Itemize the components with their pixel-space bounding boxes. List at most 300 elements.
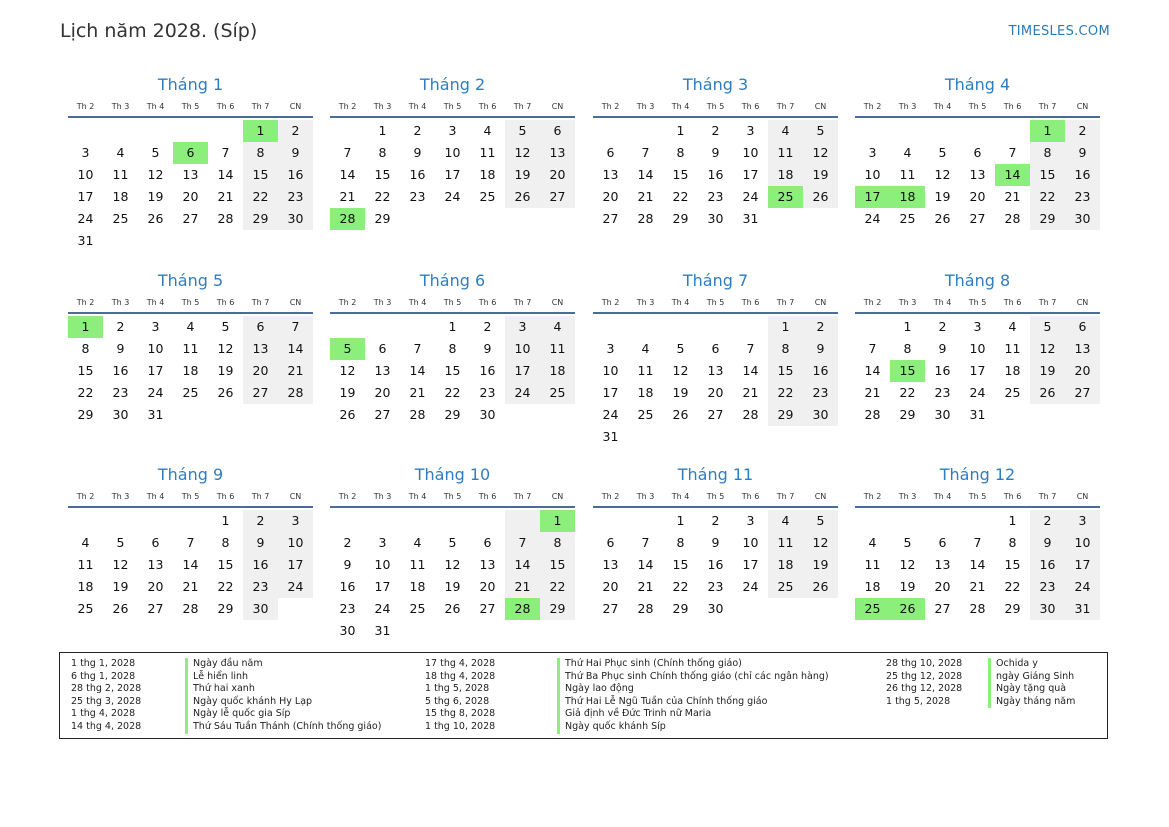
weekday-label: Th 5	[968, 101, 987, 111]
day-cell: 2	[483, 319, 492, 334]
day-cell: 10	[742, 535, 759, 550]
day-cell: 8	[676, 535, 685, 550]
weekday-label: Th 2	[863, 297, 882, 307]
day-cell: 27	[1065, 382, 1100, 404]
weekday-label: CN	[289, 297, 302, 307]
day-cell: 4	[903, 145, 912, 160]
day-cell: 11	[768, 142, 803, 164]
legend-date: 28 thg 2, 2028	[71, 683, 142, 695]
weekday-header	[68, 292, 313, 314]
empty-day-cell	[1030, 404, 1065, 426]
empty-day-cell	[470, 510, 505, 532]
weekday-label: Th 5	[968, 297, 987, 307]
day-cell: 28	[278, 382, 313, 404]
weekday-label: Th 6	[478, 491, 497, 501]
weekday-label: Th 3	[636, 297, 655, 307]
empty-day-cell	[768, 208, 803, 230]
day-cell: 7	[221, 145, 230, 160]
empty-day-cell	[173, 404, 208, 426]
day-cell: 29	[672, 601, 689, 616]
day-cell: 3	[868, 145, 877, 160]
day-cell: 10	[77, 167, 94, 182]
day-cell: 18	[540, 360, 575, 382]
legend-date: 25 thg 3, 2028	[71, 695, 142, 707]
holiday-day-cell: 1	[540, 510, 575, 532]
day-cell: 1	[448, 319, 457, 334]
day-cell: 12	[217, 341, 234, 356]
day-cell: 18	[768, 164, 803, 186]
weekday-label: Th 3	[898, 297, 917, 307]
day-cell: 23	[339, 601, 356, 616]
day-cell: 11	[864, 557, 881, 572]
day-cell: 26	[803, 186, 838, 208]
weekday-label: Th 4	[146, 491, 165, 501]
legend-date: 1 thg 4, 2028	[71, 708, 136, 720]
weekday-label: Th 2	[601, 297, 620, 307]
day-cell: 22	[672, 579, 689, 594]
holiday-day-cell: 28	[505, 598, 540, 620]
empty-day-cell	[768, 426, 803, 448]
day-cell: 13	[374, 363, 391, 378]
day-cell: 8	[540, 532, 575, 554]
day-cell: 12	[672, 363, 689, 378]
day-cell: 22	[768, 382, 803, 404]
day-cell: 4	[81, 535, 90, 550]
weekday-label: Th 3	[111, 101, 130, 111]
weekday-label: Th 2	[601, 101, 620, 111]
day-cell: 11	[540, 338, 575, 360]
day-cell: 10	[147, 341, 164, 356]
empty-day-cell	[540, 620, 575, 642]
day-cell: 22	[1004, 579, 1021, 594]
day-cell: 21	[637, 189, 654, 204]
day-cell: 31	[77, 233, 94, 248]
day-cell: 31	[1065, 598, 1100, 620]
day-cell: 20	[1065, 360, 1100, 382]
weekday-label: Th 6	[478, 297, 497, 307]
weekday-label: Th 7	[776, 297, 795, 307]
day-cell: 26	[339, 407, 356, 422]
day-cell: 20	[147, 579, 164, 594]
weekday-label: Th 2	[863, 491, 882, 501]
day-cell: 13	[540, 142, 575, 164]
day-cell: 21	[339, 189, 356, 204]
weekday-label: Th 4	[671, 297, 690, 307]
empty-day-cell	[890, 510, 925, 532]
day-cell: 8	[221, 535, 230, 550]
day-cell: 23	[707, 189, 724, 204]
day-cell: 4	[1008, 319, 1017, 334]
weekday-label: Th 6	[1003, 101, 1022, 111]
day-cell: 30	[707, 601, 724, 616]
day-cell: 28	[969, 601, 986, 616]
empty-day-cell	[855, 120, 890, 142]
empty-day-cell	[470, 620, 505, 642]
day-cell: 16	[934, 363, 951, 378]
day-cell: 10	[444, 145, 461, 160]
holiday-day-cell: 1	[68, 316, 103, 338]
day-cell: 18	[479, 167, 496, 182]
day-cell: 10	[278, 532, 313, 554]
holiday-day-cell: 17	[855, 186, 890, 208]
day-cell: 28	[182, 601, 199, 616]
day-cell: 7	[746, 341, 755, 356]
day-cell: 30	[479, 407, 496, 422]
day-cell: 25	[637, 407, 654, 422]
day-cell: 21	[742, 385, 759, 400]
day-grid	[68, 316, 313, 426]
day-cell: 17	[444, 167, 461, 182]
day-cell: 3	[1065, 510, 1100, 532]
day-cell: 16	[243, 554, 278, 576]
day-cell: 2	[711, 513, 720, 528]
day-cell: 13	[1065, 338, 1100, 360]
empty-day-cell	[505, 620, 540, 642]
weekday-label: Th 4	[671, 491, 690, 501]
weekday-header	[68, 486, 313, 508]
day-cell: 14	[864, 363, 881, 378]
day-cell: 9	[711, 535, 720, 550]
day-cell: 23	[243, 576, 278, 598]
weekday-label: Th 6	[216, 101, 235, 111]
day-cell: 4	[483, 123, 492, 138]
day-cell: 31	[147, 407, 164, 422]
weekday-label: Th 7	[513, 297, 532, 307]
month-block	[593, 463, 838, 620]
site-link[interactable]: TIMESLES.COM	[1008, 24, 1110, 39]
month-name: Tháng 10	[414, 465, 491, 484]
day-cell: 23	[803, 382, 838, 404]
day-cell: 30	[934, 407, 951, 422]
day-cell: 18	[77, 579, 94, 594]
empty-day-cell	[435, 208, 470, 230]
day-cell: 28	[637, 211, 654, 226]
legend-date: 1 thg 10, 2028	[425, 721, 496, 732]
day-cell: 10	[1065, 532, 1100, 554]
month-block	[68, 463, 313, 620]
holiday-day-cell: 14	[995, 164, 1030, 186]
day-cell: 5	[221, 319, 230, 334]
weekday-label: Th 3	[636, 101, 655, 111]
day-cell: 14	[742, 363, 759, 378]
day-cell: 16	[803, 360, 838, 382]
weekday-label: Th 2	[76, 297, 95, 307]
day-cell: 30	[243, 598, 278, 620]
day-cell: 26	[1030, 382, 1065, 404]
month-block	[855, 463, 1100, 620]
day-cell: 25	[540, 382, 575, 404]
month-name: Tháng 1	[157, 75, 224, 94]
day-cell: 7	[186, 535, 195, 550]
day-cell: 13	[243, 338, 278, 360]
day-cell: 29	[374, 211, 391, 226]
day-cell: 21	[182, 579, 199, 594]
legend-date: 1 thg 1, 2028	[71, 658, 136, 669]
legend-date: 17 thg 4, 2028	[425, 658, 496, 669]
day-cell: 1	[378, 123, 387, 138]
day-cell: 4	[540, 316, 575, 338]
day-cell: 6	[606, 145, 615, 160]
day-cell: 6	[378, 341, 387, 356]
weekday-label: Th 5	[181, 101, 200, 111]
empty-day-cell	[138, 120, 173, 142]
weekday-label: Th 5	[443, 297, 462, 307]
empty-day-cell	[208, 120, 243, 142]
empty-day-cell	[103, 120, 138, 142]
day-cell: 21	[864, 385, 881, 400]
day-grid	[68, 510, 313, 620]
weekday-header	[330, 96, 575, 118]
holiday-day-cell: 28	[330, 208, 365, 230]
weekday-header	[593, 486, 838, 508]
day-cell: 4	[768, 510, 803, 532]
day-cell: 19	[803, 164, 838, 186]
weekday-label: Th 3	[111, 297, 130, 307]
legend-date: 26 thg 12, 2028	[886, 683, 963, 695]
day-cell: 24	[147, 385, 164, 400]
day-cell: 14	[182, 557, 199, 572]
empty-day-cell	[1065, 404, 1100, 426]
day-cell: 28	[742, 407, 759, 422]
day-cell: 3	[505, 316, 540, 338]
holiday-day-cell: 1	[243, 120, 278, 142]
day-cell: 14	[969, 557, 986, 572]
empty-day-cell	[138, 510, 173, 532]
empty-day-cell	[278, 404, 313, 426]
weekday-label: Th 4	[933, 491, 952, 501]
empty-day-cell	[365, 316, 400, 338]
day-cell: 3	[378, 535, 387, 550]
empty-day-cell	[505, 404, 540, 426]
day-grid	[68, 120, 313, 252]
day-cell: 10	[374, 557, 391, 572]
day-cell: 19	[899, 579, 916, 594]
empty-day-cell	[173, 120, 208, 142]
day-cell: 13	[934, 557, 951, 572]
day-cell: 10	[505, 338, 540, 360]
month-name: Tháng 3	[682, 75, 749, 94]
day-cell: 11	[112, 167, 129, 182]
day-cell: 30	[1030, 598, 1065, 620]
day-cell: 7	[278, 316, 313, 338]
day-cell: 20	[374, 385, 391, 400]
day-cell: 6	[540, 120, 575, 142]
weekday-label: Th 4	[933, 297, 952, 307]
day-cell: 5	[903, 535, 912, 550]
legend-date: 1 thg 5, 2028	[886, 695, 951, 707]
day-cell: 14	[505, 554, 540, 576]
day-cell: 23	[112, 385, 129, 400]
day-cell: 5	[938, 145, 947, 160]
weekday-label: CN	[814, 297, 827, 307]
month-name: Tháng 8	[944, 271, 1011, 290]
weekday-label: CN	[1076, 491, 1089, 501]
day-cell: 1	[1008, 513, 1017, 528]
day-cell: 25	[112, 211, 129, 226]
day-cell: 12	[803, 532, 838, 554]
weekday-label: Th 2	[338, 491, 357, 501]
empty-day-cell	[505, 510, 540, 532]
day-cell: 9	[243, 532, 278, 554]
day-cell: 13	[602, 167, 619, 182]
day-cell: 28	[409, 407, 426, 422]
day-cell: 17	[742, 167, 759, 182]
day-cell: 18	[637, 385, 654, 400]
day-cell: 19	[444, 579, 461, 594]
day-cell: 2	[243, 510, 278, 532]
day-cell: 24	[1065, 576, 1100, 598]
empty-day-cell	[278, 598, 313, 620]
legend-holiday-name: Ngày lễ quốc gia Síp	[185, 708, 290, 721]
day-cell: 10	[602, 363, 619, 378]
month-name: Tháng 9	[157, 465, 224, 484]
day-cell: 26	[803, 576, 838, 598]
day-cell: 9	[803, 338, 838, 360]
day-cell: 26	[217, 385, 234, 400]
day-cell: 9	[413, 145, 422, 160]
day-cell: 25	[409, 601, 426, 616]
day-cell: 26	[934, 211, 951, 226]
day-cell: 27	[602, 211, 619, 226]
day-cell: 6	[606, 535, 615, 550]
day-cell: 29	[540, 598, 575, 620]
holiday-day-cell: 1	[1030, 120, 1065, 142]
day-cell: 24	[374, 601, 391, 616]
day-cell: 27	[374, 407, 391, 422]
day-cell: 16	[112, 363, 129, 378]
weekday-label: Th 5	[706, 101, 725, 111]
weekday-label: Th 5	[181, 297, 200, 307]
day-cell: 8	[903, 341, 912, 356]
day-cell: 29	[1030, 208, 1065, 230]
weekday-label: Th 5	[968, 491, 987, 501]
empty-day-cell	[663, 316, 698, 338]
weekday-label: CN	[551, 297, 564, 307]
day-cell: 11	[182, 341, 199, 356]
day-cell: 15	[374, 167, 391, 182]
day-cell: 27	[707, 407, 724, 422]
day-cell: 17	[278, 554, 313, 576]
day-cell: 2	[803, 316, 838, 338]
page-title: Lịch năm 2028. (Síp)	[60, 20, 258, 42]
weekday-label: CN	[551, 491, 564, 501]
weekday-label: Th 2	[863, 101, 882, 111]
day-cell: 22	[672, 189, 689, 204]
day-cell: 13	[969, 167, 986, 182]
day-cell: 2	[1030, 510, 1065, 532]
weekday-label: CN	[814, 491, 827, 501]
day-cell: 2	[938, 319, 947, 334]
empty-day-cell	[733, 426, 768, 448]
day-cell: 3	[606, 341, 615, 356]
day-cell: 25	[182, 385, 199, 400]
empty-day-cell	[768, 598, 803, 620]
day-cell: 27	[969, 211, 986, 226]
day-cell: 17	[77, 189, 94, 204]
legend-holiday-name: Giả định về Đức Trinh nữ Maria	[557, 708, 711, 721]
day-cell: 19	[339, 385, 356, 400]
legend-date: 1 thg 5, 2028	[425, 683, 490, 695]
day-cell: 9	[938, 341, 947, 356]
weekday-label: Th 7	[1038, 101, 1057, 111]
weekday-label: Th 5	[443, 101, 462, 111]
day-cell: 17	[969, 363, 986, 378]
day-cell: 15	[217, 557, 234, 572]
year-calendar	[68, 73, 1102, 645]
weekday-label: Th 5	[706, 491, 725, 501]
day-cell: 29	[217, 601, 234, 616]
legend-holiday-name: Thứ hai xanh	[185, 683, 255, 696]
day-cell: 12	[147, 167, 164, 182]
day-cell: 4	[186, 319, 195, 334]
weekday-label: CN	[289, 491, 302, 501]
day-cell: 18	[864, 579, 881, 594]
day-cell: 15	[540, 554, 575, 576]
day-cell: 13	[182, 167, 199, 182]
holiday-day-cell: 26	[890, 598, 925, 620]
day-cell: 15	[1004, 557, 1021, 572]
day-cell: 4	[868, 535, 877, 550]
month-block	[593, 73, 838, 230]
day-cell: 22	[540, 576, 575, 598]
day-cell: 23	[1030, 576, 1065, 598]
day-cell: 15	[243, 164, 278, 186]
day-cell: 15	[444, 363, 461, 378]
day-cell: 19	[147, 189, 164, 204]
empty-day-cell	[628, 316, 663, 338]
legend-holiday-name: Ngày quốc khánh Síp	[557, 721, 666, 734]
weekday-label: Th 4	[408, 297, 427, 307]
weekday-header	[855, 486, 1100, 508]
holiday-day-cell: 18	[890, 186, 925, 208]
empty-day-cell	[505, 208, 540, 230]
legend-date: 5 thg 6, 2028	[425, 695, 490, 707]
month-block	[330, 269, 575, 426]
day-cell: 24	[742, 579, 759, 594]
weekday-label: Th 4	[671, 101, 690, 111]
day-cell: 14	[409, 363, 426, 378]
day-cell: 9	[483, 341, 492, 356]
empty-day-cell	[960, 510, 995, 532]
empty-day-cell	[68, 120, 103, 142]
weekday-label: Th 5	[181, 491, 200, 501]
empty-day-cell	[208, 230, 243, 252]
day-cell: 15	[77, 363, 94, 378]
day-cell: 12	[339, 363, 356, 378]
day-cell: 18	[409, 579, 426, 594]
legend-holiday-name: ngày Giáng Sinh	[988, 671, 1074, 684]
empty-day-cell	[400, 316, 435, 338]
weekday-label: CN	[1076, 297, 1089, 307]
day-cell: 10	[742, 145, 759, 160]
day-cell: 20	[707, 385, 724, 400]
day-cell: 9	[1065, 142, 1100, 164]
month-block	[855, 73, 1100, 230]
legend-date: 14 thg 4, 2028	[71, 721, 142, 732]
day-cell: 23	[707, 579, 724, 594]
holiday-day-cell: 15	[890, 360, 925, 382]
day-cell: 8	[378, 145, 387, 160]
day-cell: 2	[116, 319, 125, 334]
day-cell: 14	[637, 167, 654, 182]
day-cell: 29	[768, 404, 803, 426]
weekday-label: Th 6	[216, 491, 235, 501]
day-cell: 31	[374, 623, 391, 638]
empty-day-cell	[400, 510, 435, 532]
day-cell: 17	[374, 579, 391, 594]
month-name: Tháng 2	[419, 75, 486, 94]
day-cell: 24	[77, 211, 94, 226]
